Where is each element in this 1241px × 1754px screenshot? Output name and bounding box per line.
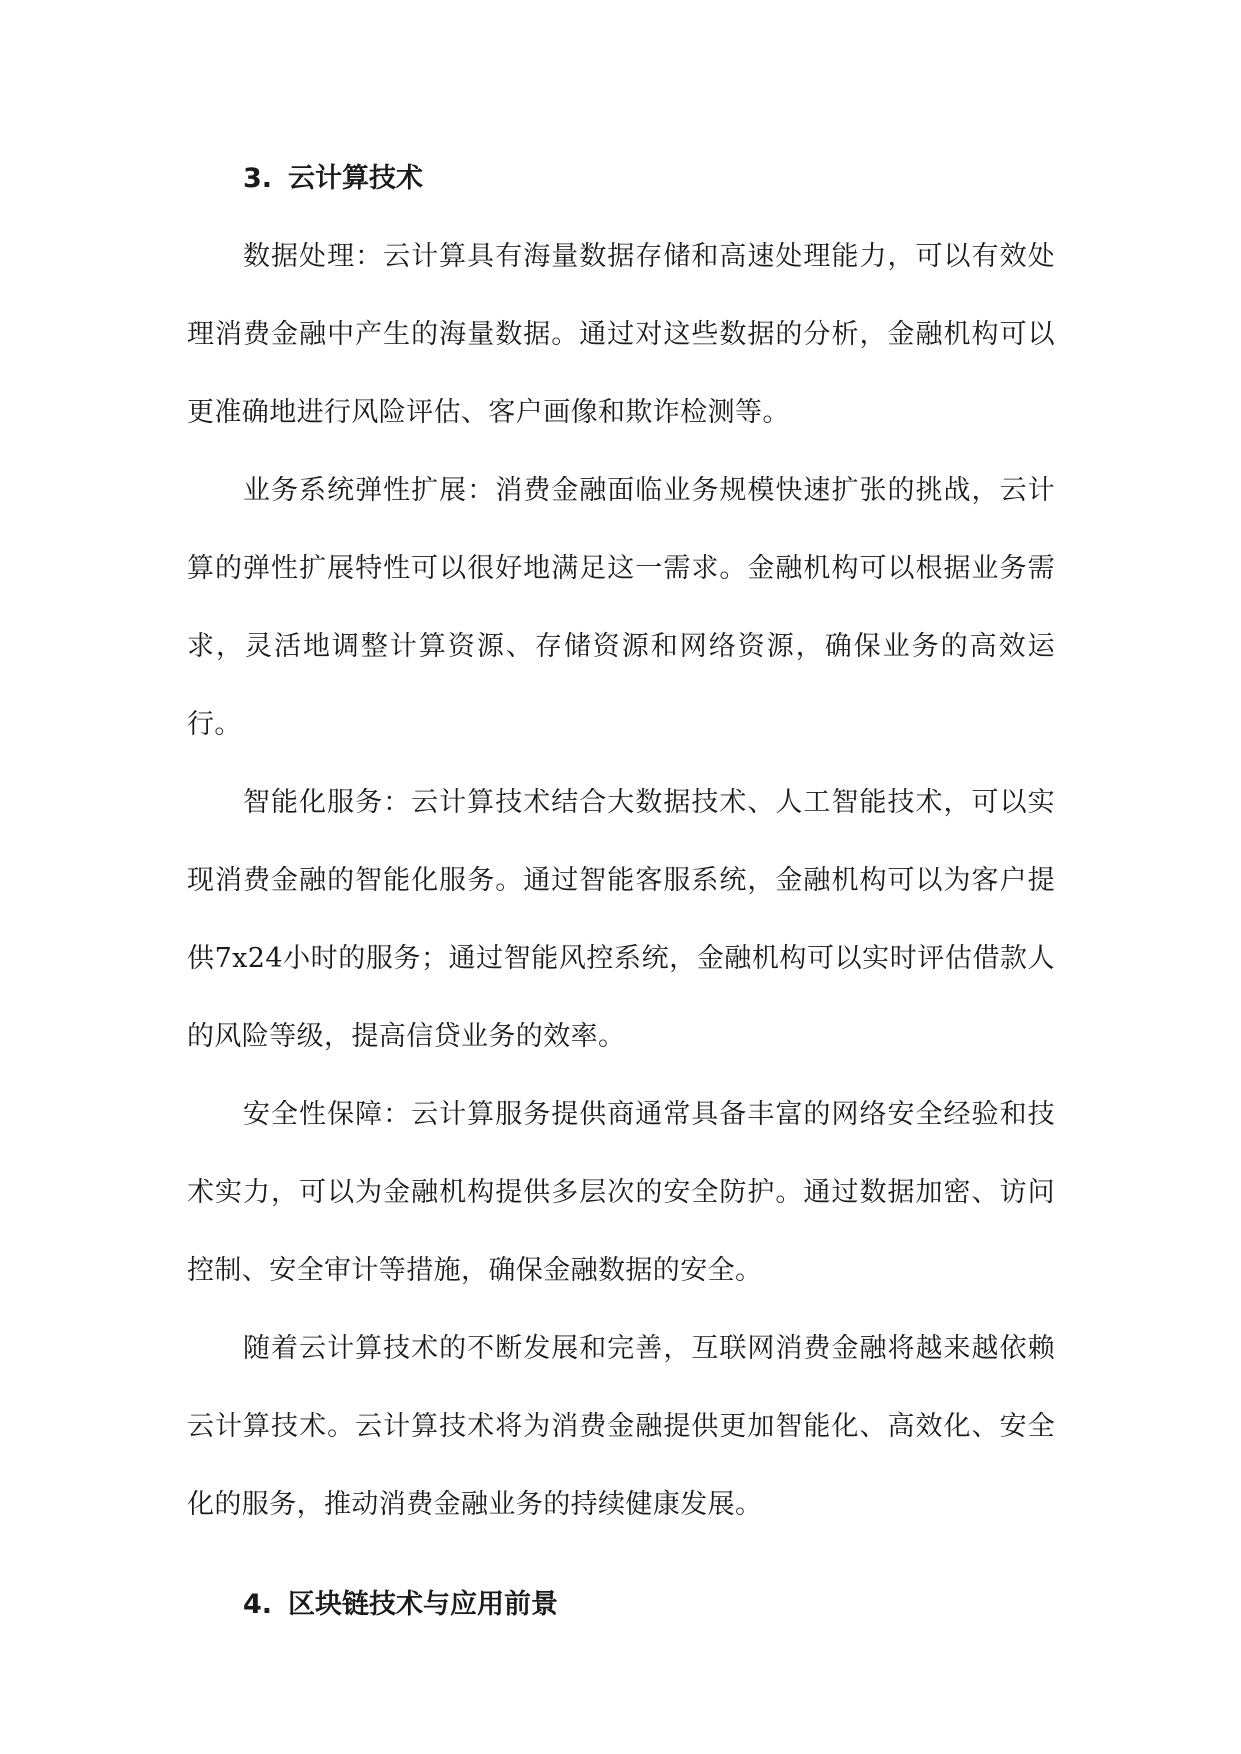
section-number: 4.: [243, 1589, 273, 1620]
section-spacer: [187, 1544, 1055, 1566]
paragraph-data-processing: 数据处理：云计算具有海量数据存储和高速处理能力，可以有效处理消费金融中产生的海量数据。通过对这些数据的分析，金融机构可以更准确地进行风险评估、客户画像和欺诈检测等。: [187, 241, 1055, 428]
section-number: 3.: [243, 163, 273, 194]
section-heading-blockchain: [187, 1566, 1055, 1644]
paragraph-security: 安全性保障：云计算服务提供商通常具备丰富的网络安全经验和技术实力，可以为金融机构提供多层次的安全防护。通过数据加密、访问控制、安全审计等措施，确保金融数据的安全。: [187, 1099, 1055, 1286]
section-title: 区块链技术与应用前景: [288, 1589, 559, 1620]
page-content: [187, 140, 1055, 1644]
section-title: 云计算技术: [288, 163, 424, 194]
paragraph-intelligent-services: 智能化服务：云计算技术结合大数据技术、人工智能技术，可以实现消费金融的智能化服务。通过智能客服系统，金融机构可以为客户提供7x24小时的服务；通过智能风控系统，金融机构可以实时评估借款人的风险等级，提高信贷业务的效率。: [187, 787, 1055, 1052]
paragraph-outlook: 随着云计算技术的不断发展和完善，互联网消费金融将越来越依赖云计算技术。云计算技术将为消费金融提供更加智能化、高效化、安全化的服务，推动消费金融业务的持续健康发展。: [187, 1333, 1055, 1520]
paragraph-elastic-scaling: 业务系统弹性扩展：消费金融面临业务规模快速扩张的挑战，云计算的弹性扩展特性可以很好地满足这一需求。金融机构可以根据业务需求，灵活地调整计算资源、存储资源和网络资源，确保业务的高效运行。: [187, 475, 1055, 740]
section-heading-cloud-computing: [187, 140, 1055, 218]
